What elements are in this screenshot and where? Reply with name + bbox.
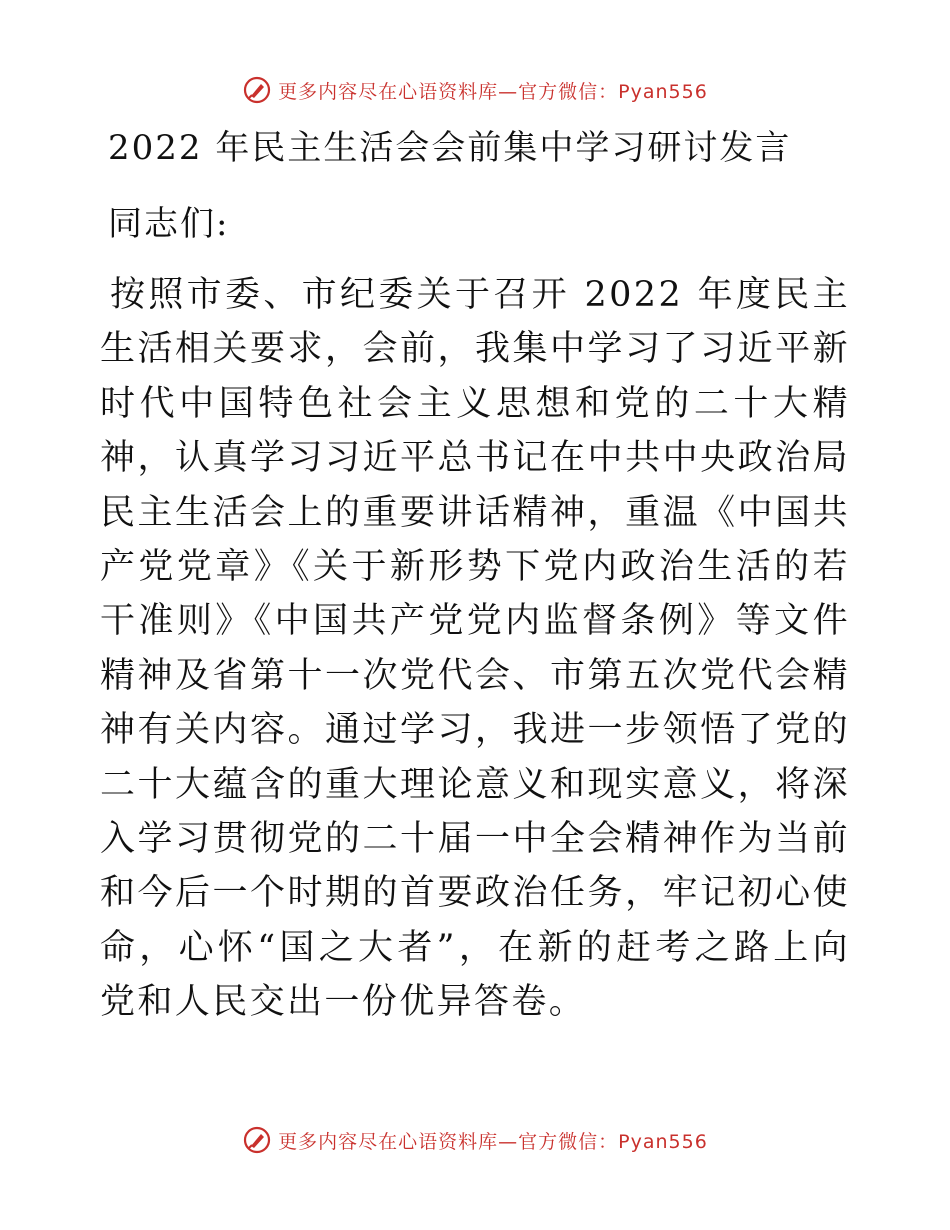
salutation: 同志们:	[108, 204, 230, 244]
body-paragraph: 按照市委、市纪委关于召开 2022 年度民主生活相关要求，会前，我集中学习了习近平新时代中国特色社会主义思想和党的二十大精神，认真学习习近平总书记在中共中央政治局民主生活会上的重要讲话精神，重温《中国共产党党章》《关于新形势下党内政治生活的若干准则》《中国共产党党内监督条例》等文件精神及省第十一次党代会、市第五次党代会精神有关内容。通过学习，我进一步领悟了党的二十大蕴含的重大理论意义和现实意义，将深入学习贯彻党的二十届一中全会精神作为当前和今后一个时期的首要政治任务，牢记初心使命，心怀“国之大者”，在新的赶考之路上向党和人民交出一份优异答卷。	[100, 275, 850, 1023]
header-watermark	[0, 70, 950, 110]
document-title: 2022 年民主生活会会前集中学习研讨发言	[108, 128, 792, 168]
pen-nib-logo-icon	[242, 1125, 272, 1155]
footer-watermark	[0, 1120, 950, 1160]
watermark-text: 更多内容尽在心语资料库—官方微信：Pyan556	[278, 80, 708, 103]
pen-nib-logo-icon	[242, 75, 272, 105]
watermark-text: 更多内容尽在心语资料库—官方微信：Pyan556	[278, 1130, 708, 1153]
